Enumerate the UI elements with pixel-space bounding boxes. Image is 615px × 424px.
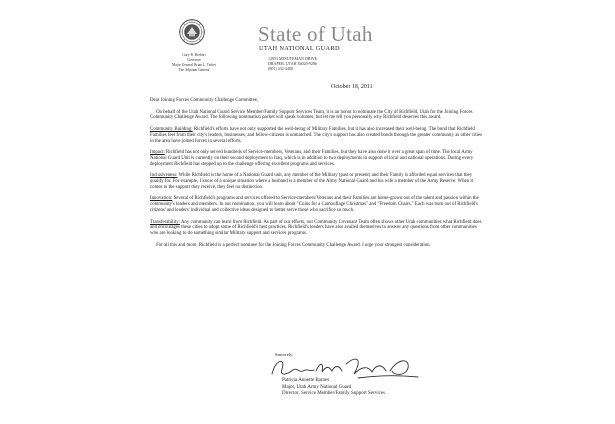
paragraph-intro <box>150 110 482 122</box>
paragraph-text: Richfield has not only served hundreds of Service-members, Veterans, and their Families, but they have also done it over a great span of time. The local Army National Guard Unit is currently on their second deployment to Iraq, which is in addition to two deployments in support of local and national operations. During every deployment Richfield has stepped up to the challenge offering excellent programs and services. <box>150 150 474 167</box>
paragraph-impact <box>150 150 482 167</box>
paragraph-heading: Impact: <box>150 150 165 156</box>
governor-name: Gary R. Herbert <box>182 53 206 57</box>
letter-date: October 18, 2011 <box>331 84 373 90</box>
paragraph-community-building <box>150 127 482 144</box>
state-title: State of Utah <box>258 22 373 46</box>
paragraph-heading: Innovation: <box>150 196 173 202</box>
adjutant-title: The Adjutant General <box>178 68 210 72</box>
signer-title: Director, Service Member/Family Support Services <box>282 391 385 396</box>
paragraph-text: For all this and more, Richfield is a perfect nominee for the Joining Forces Community Challenge Award. I urge your strongest consideration. <box>156 242 431 248</box>
paragraph-text: On behalf of the Utah National Guard Service Member/Family Support Services Team, it is an honor to nominate the City of Richfield, Utah for the Joining Forces Community Challenge Award. The following nomination packet will speak volumes, but let me tell you personally why Richfield deserves this award. <box>150 109 473 121</box>
paragraph-heading: Community Building: <box>150 127 193 133</box>
paragraph-text: While Richfield is the home of a National Guard unit, any member of the Military (past or present) and their Family is afforded equal services that they qualify for. For example, I know of a unique situation where a husband is a member of the Army National Guard and his wife a member of the Army Reserve. When it comes to the support they receive, they feel no distinction. <box>150 173 474 190</box>
signer-rank: Major, Utah Army National Guard <box>282 384 352 390</box>
adjutant-name: Major General Brian L. Tarbet <box>172 63 216 67</box>
address-city: DRAPER, UTAH 84020-9286 <box>268 61 317 66</box>
address-phone: (801) 432-4400 <box>268 66 293 71</box>
paragraph-text: Richfield's efforts have not only supported the well-being of Military Families, but it has also increased their well-being. The bond that Richfield Families feel from their city's leaders, businesses, and fellow-citizens is unmatched. The city's support has also created bonds through the greater community as other cities in the area have joined forces in several efforts. <box>150 127 482 144</box>
paragraph-conclusion <box>150 243 482 249</box>
paragraph-text: Several of Richfield's programs and services offered to Service-members/Veterans and their Families are home-grown out of the talent and passion within the community's leaders and members. In our nomination, you will learn about "Coins for a Camouflage Christmas" and "Freedom Chairs." Each was born out of Richfield's citizens' and leaders' individual and collective ideas designed to better serve those who sacrifice so much. <box>150 196 479 213</box>
salutation: Dear Joining Forces Community Challenge Committee, <box>150 98 259 103</box>
address-block <box>268 56 317 71</box>
closing: Sincerely, <box>275 352 294 357</box>
officials-block <box>150 53 238 73</box>
paragraph-transferability <box>150 220 482 237</box>
paragraph-innovation <box>150 196 482 213</box>
paragraph-inclusiveness <box>150 173 482 190</box>
organization-name: UTAH NATIONAL GUARD <box>259 45 340 52</box>
governor-title: Governor <box>187 58 201 62</box>
signer-block <box>282 378 385 398</box>
state-seal-icon <box>179 19 205 45</box>
letter-body <box>150 98 482 254</box>
signer-name: Patricia Annette Barnes <box>282 378 330 383</box>
paragraph-heading: Inclusiveness: <box>150 173 178 179</box>
paragraph-heading: Transferability: <box>150 219 180 225</box>
address-street: 12953 MINUTEMAN DRIVE <box>268 56 318 61</box>
paragraph-text: Any community can learn from Richfield. As part of our efforts, our Community Covenant Team often shows other Utah communities what Richfield does and encourages these cities to adopt some of Richfield's best practices. Richfield's leaders have also availed themselves to answer any questions from other communities who are looking to do something similar Military support and services programs. <box>150 219 482 237</box>
